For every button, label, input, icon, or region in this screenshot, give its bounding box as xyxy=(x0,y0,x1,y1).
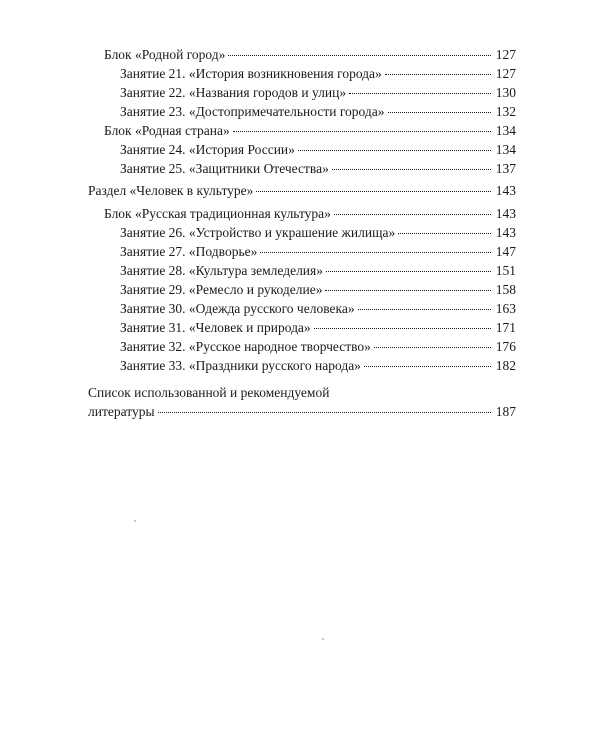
toc-entry-section xyxy=(88,182,516,200)
toc-entry-bibliography xyxy=(88,403,516,421)
toc-entry-lesson xyxy=(120,141,516,159)
toc-entry-title: Занятие 32. «Русское народное творчество» xyxy=(120,339,371,354)
toc-leader-dots xyxy=(228,55,491,56)
toc-entry-lesson xyxy=(120,103,516,121)
toc-entry-lesson xyxy=(120,319,516,337)
toc-entry-page: 127 xyxy=(495,66,516,81)
toc-entry-page: 171 xyxy=(495,320,516,335)
toc-leader-dots xyxy=(334,214,491,215)
toc-leader-dots xyxy=(325,290,491,291)
toc-entry-block xyxy=(104,122,516,140)
toc-entry-lesson xyxy=(120,300,516,318)
toc-leader-dots xyxy=(256,191,491,192)
toc-entry-lesson xyxy=(120,224,516,242)
toc-entry-lesson xyxy=(120,338,516,356)
toc-entry-page: 176 xyxy=(495,339,516,354)
toc-entry-page: 163 xyxy=(495,301,516,316)
toc-entry-page: 151 xyxy=(495,263,516,278)
toc-entry-page: 130 xyxy=(495,85,516,100)
toc-entry-page: 134 xyxy=(495,123,516,138)
toc-entry-page: 134 xyxy=(495,142,516,157)
toc-leader-dots xyxy=(233,131,491,132)
toc-entry-page: 143 xyxy=(495,183,516,198)
toc-leader-dots xyxy=(158,412,491,413)
toc-entry-title: Занятие 33. «Праздники русского народа» xyxy=(120,358,361,373)
toc-entry-lesson xyxy=(120,262,516,280)
toc-entry-title: Занятие 26. «Устройство и украшение жилища» xyxy=(120,225,396,240)
toc-entry-title: Занятие 30. «Одежда русского человека» xyxy=(120,301,355,316)
scan-speck xyxy=(134,520,136,522)
toc-entry-title: Блок «Русская традиционная культура» xyxy=(104,206,331,221)
toc-bibliography-line1: Список использованной и рекомендуемой xyxy=(88,385,330,400)
toc-entry-title: Занятие 31. «Человек и природа» xyxy=(120,320,311,335)
toc-entry-title: Занятие 27. «Подворье» xyxy=(120,244,258,259)
toc-entry-page: 127 xyxy=(495,47,516,62)
toc-entry-lesson xyxy=(120,357,516,375)
toc-entry-lesson xyxy=(120,84,516,102)
scan-speck xyxy=(322,638,324,640)
toc-leader-dots xyxy=(374,347,491,348)
toc-entry-page: 143 xyxy=(495,206,516,221)
toc-leader-dots xyxy=(349,93,491,94)
toc-entry-title: Занятие 23. «Достопримечательности города» xyxy=(120,104,385,119)
toc-entry-lesson xyxy=(120,160,516,178)
toc-entry-title: Раздел «Человек в культуре» xyxy=(88,183,254,198)
toc-leader-dots xyxy=(260,252,491,253)
toc-leader-dots xyxy=(398,233,491,234)
toc-leader-dots xyxy=(358,309,491,310)
toc-entry-page: 147 xyxy=(495,244,516,259)
toc-entry-page: 132 xyxy=(495,104,516,119)
toc-entry-page: 143 xyxy=(495,225,516,240)
toc-entry-title: Занятие 22. «Названия городов и улиц» xyxy=(120,85,347,100)
toc-entry-title: Занятие 29. «Ремесло и рукоделие» xyxy=(120,282,323,297)
toc-entry-title: Занятие 28. «Культура земледелия» xyxy=(120,263,323,278)
toc-leader-dots xyxy=(314,328,491,329)
toc-entry-block xyxy=(104,205,516,223)
toc-entry-lesson xyxy=(120,243,516,261)
toc-entry-title: Блок «Родная страна» xyxy=(104,123,230,138)
toc-entry-lesson xyxy=(120,65,516,83)
toc-entry-title: Занятие 24. «История России» xyxy=(120,142,295,157)
toc-entry-block xyxy=(104,46,516,64)
toc-entry-lesson xyxy=(120,281,516,299)
toc-entry-page: 158 xyxy=(495,282,516,297)
toc-leader-dots xyxy=(385,74,491,75)
toc-entry-title: Блок «Родной город» xyxy=(104,47,226,62)
toc-leader-dots xyxy=(364,366,491,367)
toc-entry-page: 182 xyxy=(495,358,516,373)
toc-leader-dots xyxy=(326,271,491,272)
toc-entry-page: 137 xyxy=(495,161,516,176)
toc-leader-dots xyxy=(388,112,491,113)
toc-entry-title: Занятие 21. «История возникновения города» xyxy=(120,66,382,81)
toc-leader-dots xyxy=(298,150,491,151)
toc-entry-page: 187 xyxy=(495,404,516,419)
toc-leader-dots xyxy=(332,169,491,170)
toc-entry-title: литературы xyxy=(88,404,155,419)
toc-entry-title: Занятие 25. «Защитники Отечества» xyxy=(120,161,329,176)
